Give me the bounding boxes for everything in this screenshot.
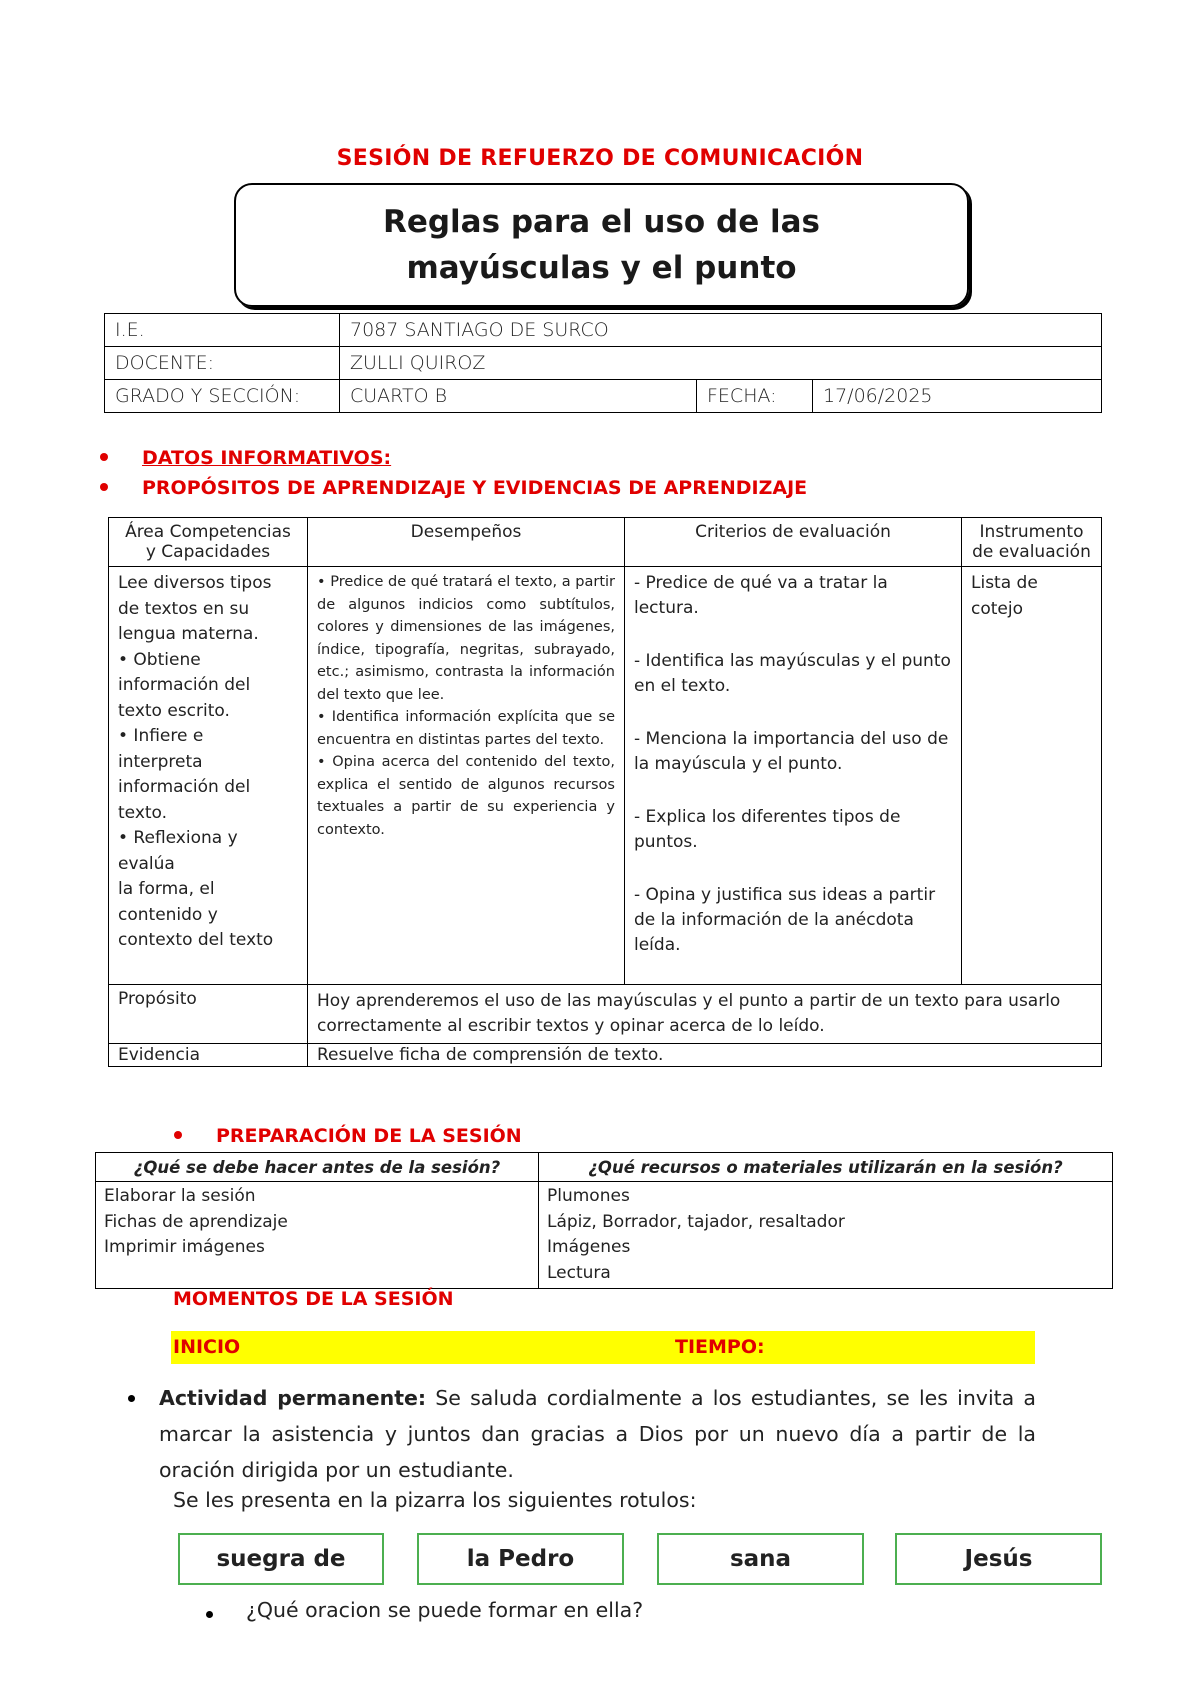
- area-line: de textos en su: [118, 598, 250, 619]
- bullet-icon: [100, 453, 108, 461]
- word-card: [417, 1533, 624, 1585]
- bullet-icon: [206, 1611, 213, 1618]
- area-line: contexto del texto: [118, 930, 274, 950]
- before-item: Imprimir imágenes: [104, 1237, 265, 1257]
- criterio-item: - Menciona la importancia del uso de la mayúscula y el punto.: [634, 729, 949, 774]
- criterio-item: - Opina y justifica sus ideas a partir de la información de la anécdota leída.: [634, 885, 936, 955]
- moments-title: MOMENTOS DE LA SESIÓN: [173, 1288, 454, 1310]
- topic-box: [234, 183, 969, 307]
- desempeno-item: • Predice de qué tratará el texto, a partir de algunos indicios como subtítulos, colores y dimensiones de las imágenes, índice, tipografía, negritas, subrayado, etc.; asimismo, contrasta la información del texto que lee.: [317, 574, 615, 703]
- bullet-icon: [100, 483, 108, 491]
- fecha-value: 17/06/2025: [813, 380, 1102, 413]
- section-preparacion: [174, 1125, 522, 1147]
- area-cell: [109, 567, 308, 985]
- material-item: Lectura: [547, 1262, 611, 1283]
- section-preparacion-label: PREPARACIÓN DE LA SESIÓN: [216, 1125, 522, 1147]
- question-text: ¿Qué oracion se puede formar en ella?: [246, 1598, 644, 1622]
- bullet-icon: [128, 1395, 135, 1402]
- desempenos-cell: [308, 567, 625, 985]
- criterio-item: - Explica los diferentes tipos de puntos.: [634, 807, 901, 852]
- area-line: texto.: [118, 802, 168, 823]
- ie-label: I.E.: [105, 314, 340, 347]
- area-line: texto escrito.: [118, 700, 230, 721]
- inicio-label: INICIO: [173, 1336, 241, 1358]
- word-card: [895, 1533, 1102, 1585]
- header-criterios: Criterios de evaluación: [625, 518, 962, 567]
- criterios-cell: [625, 567, 962, 985]
- material-item: Plumones: [547, 1186, 630, 1206]
- section-propositos: [100, 477, 807, 499]
- instrumento-cell: [962, 567, 1102, 985]
- activity-paragraph: [128, 1380, 1036, 1488]
- evidencia-text: Resuelve ficha de comprensión de texto.: [308, 1044, 1102, 1067]
- word-text: Jesús: [964, 1546, 1033, 1572]
- activity-label: Actividad permanente:: [159, 1386, 427, 1410]
- session-title: SESIÓN DE REFUERZO DE COMUNICACIÓN: [336, 146, 864, 171]
- purposes-table: [108, 517, 1102, 1067]
- word-text: suegra de: [216, 1546, 346, 1572]
- question-item: [210, 1598, 643, 1622]
- material-item: Imágenes: [547, 1237, 631, 1257]
- header-materials: ¿Qué recursos o materiales utilizarán en la sesión?: [539, 1153, 1113, 1182]
- section-datos: [100, 447, 391, 469]
- proposito-text: Hoy aprenderemos el uso de las mayúsculas y el punto a partir de un texto para usarlo correctamente al escribir textos y opinar acerca de lo leído.: [308, 985, 1102, 1044]
- area-line: información del: [118, 675, 251, 695]
- grado-value: CUARTO B: [340, 380, 697, 413]
- topic-title: Reglas para el uso de las mayúsculas y el punto: [382, 204, 821, 286]
- header-area: Área Competencias y Capacidades: [109, 518, 308, 567]
- area-line: la forma, el: [118, 879, 215, 899]
- docente-value: ZULLI QUIROZ: [340, 347, 1102, 380]
- area-line: Lee diversos tipos: [118, 573, 272, 593]
- section-datos-label: DATOS INFORMATIVOS:: [142, 447, 392, 469]
- word-card: [657, 1533, 864, 1585]
- desempeno-item: • Identifica información explícita que se encuentra en distintas partes del texto.: [317, 709, 615, 748]
- inicio-bar: [171, 1331, 1035, 1364]
- bullet-icon: [174, 1131, 182, 1139]
- word-card: [178, 1533, 384, 1585]
- instrumento-value: Lista de cotejo: [971, 573, 1038, 619]
- area-line: lengua materna.: [118, 624, 259, 644]
- criterio-item: - Predice de qué va a tratar la lectura.: [634, 573, 888, 618]
- desempeno-item: • Opina acerca del contenido del texto, explica el sentido de algunos recursos textuales a partir de su experiencia y contexto.: [317, 754, 615, 838]
- grado-label: GRADO Y SECCIÓN:: [105, 380, 340, 413]
- criterio-item: - Identifica las mayúsculas y el punto en el texto.: [634, 651, 951, 696]
- docente-label: DOCENTE:: [105, 347, 340, 380]
- area-line: • Obtiene: [118, 649, 201, 670]
- before-item: Elaborar la sesión: [104, 1186, 256, 1206]
- before-item: Fichas de aprendizaje: [104, 1211, 288, 1232]
- header-instrumento: Instrumento de evaluación: [962, 518, 1102, 567]
- present-text: Se les presenta en la pizarra los siguientes rotulos:: [173, 1488, 697, 1512]
- info-table: [104, 313, 1102, 413]
- tiempo-label: TIEMPO:: [675, 1336, 765, 1358]
- header-desempenos: Desempeños: [308, 518, 625, 567]
- activity-text: Se saluda cordialmente a los estudiantes, se les invita a marcar la asistencia y juntos dan gracias a Dios por un nuevo día a partir de la oración dirigida por un estudiante.: [159, 1386, 1036, 1482]
- section-propositos-label: PROPÓSITOS DE APRENDIZAJE Y EVIDENCIAS DE APRENDIZAJE: [142, 477, 808, 499]
- area-line: interpreta: [118, 751, 203, 772]
- header-before: ¿Qué se debe hacer antes de la sesión?: [96, 1153, 539, 1182]
- before-cell: [96, 1182, 539, 1289]
- evidencia-label: Evidencia: [109, 1044, 308, 1067]
- word-text: sana: [729, 1546, 792, 1572]
- word-text: la Pedro: [466, 1546, 575, 1572]
- proposito-label: Propósito: [109, 985, 308, 1044]
- area-line: • Infiere e: [118, 726, 204, 746]
- area-line: • Reflexiona y evalúa: [118, 828, 238, 874]
- fecha-label: FECHA:: [697, 380, 813, 413]
- material-item: Lápiz, Borrador, tajador, resaltador: [547, 1211, 845, 1232]
- area-line: contenido y: [118, 904, 218, 925]
- area-line: información del: [118, 777, 251, 797]
- preparation-table: [95, 1152, 1113, 1289]
- materials-cell: [539, 1182, 1113, 1289]
- ie-value: 7087 SANTIAGO DE SURCO: [340, 314, 1102, 347]
